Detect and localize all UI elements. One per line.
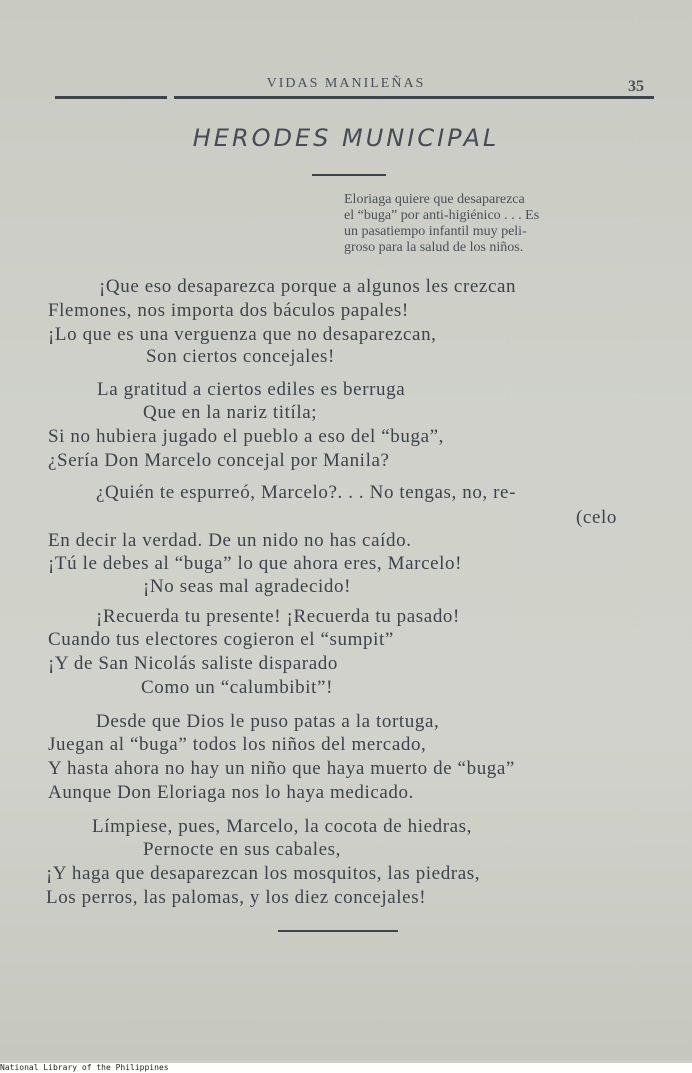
poem-line: Pernocte en sus cabales, xyxy=(143,839,341,860)
poem-line: ¿Quién te espurreó, Marcelo?. . . No tengas, no, re- xyxy=(96,482,517,503)
epigraph-line: Eloriaga quiere que desaparezca xyxy=(344,192,525,207)
poem-line: (celo xyxy=(576,507,617,528)
poem-line: ¡Y de San Nicolás saliste disparado xyxy=(48,653,338,674)
poem-line: ¡Recuerda tu presente! ¡Recuerda tu pasado! xyxy=(96,606,460,627)
library-credit: National Library of the Philippines xyxy=(0,1063,692,1073)
poem-line: ¡No seas mal agradecido! xyxy=(143,576,352,597)
poem-line: Cuando tus electores cogieron el “sumpit” xyxy=(48,629,394,650)
poem-line: ¿Sería Don Marcelo concejal por Manila? xyxy=(48,450,390,471)
epigraph xyxy=(344,192,654,256)
poem-line: ¡Que eso desaparezca porque a algunos les crezcan xyxy=(99,276,517,297)
poem-line: Juegan al “buga” todos los niños del mercado, xyxy=(48,734,427,755)
epigraph-line: groso para la salud de los niños. xyxy=(344,240,524,255)
poem-line: Que en la nariz titíla; xyxy=(143,402,318,423)
poem-line: Como un “calumbibit”! xyxy=(141,677,334,698)
header-rule-right xyxy=(174,96,654,99)
poem-title: HERODES MUNICIPAL xyxy=(192,124,500,152)
poem-line: La gratitud a ciertos ediles es berruga xyxy=(97,379,406,400)
poem-line: Los perros, las palomas, y los diez concejales! xyxy=(46,887,427,908)
end-rule xyxy=(278,930,398,932)
poem-line: Si no hubiera jugado el pueblo a eso del “buga”, xyxy=(48,426,445,447)
poem-line: Límpiese, pues, Marcelo, la cocota de hiedras, xyxy=(92,816,473,837)
poem-line: ¡Y haga que desaparezcan los mosquitos, las piedras, xyxy=(46,863,481,884)
header-rule-left xyxy=(55,96,167,99)
page-number: 35 xyxy=(628,78,644,95)
poem-line: Aunque Don Eloriaga nos lo haya medicado. xyxy=(48,782,414,803)
poem-line: Y hasta ahora no hay un niño que haya muerto de “buga” xyxy=(48,758,515,779)
poem-line: ¡Tú le debes al “buga” lo que ahora eres, Marcelo! xyxy=(48,553,463,574)
poem-line: ¡Lo que es una verguenza que no desaparezcan, xyxy=(48,324,437,345)
poem-line: En decir la verdad. De un nido no has caído. xyxy=(48,530,412,551)
epigraph-line: el “buga” por anti-higiénico . . . Es xyxy=(344,208,540,223)
running-title: VIDAS MANILEÑAS xyxy=(266,76,426,91)
epigraph-line: un pasatiempo infantil muy peli- xyxy=(344,224,527,239)
title-rule xyxy=(312,174,386,176)
poem-line: Flemones, nos importa dos báculos papales! xyxy=(48,300,409,321)
poem-line: Desde que Dios le puso patas a la tortuga, xyxy=(96,711,440,732)
poem-line: Son ciertos concejales! xyxy=(146,346,335,367)
